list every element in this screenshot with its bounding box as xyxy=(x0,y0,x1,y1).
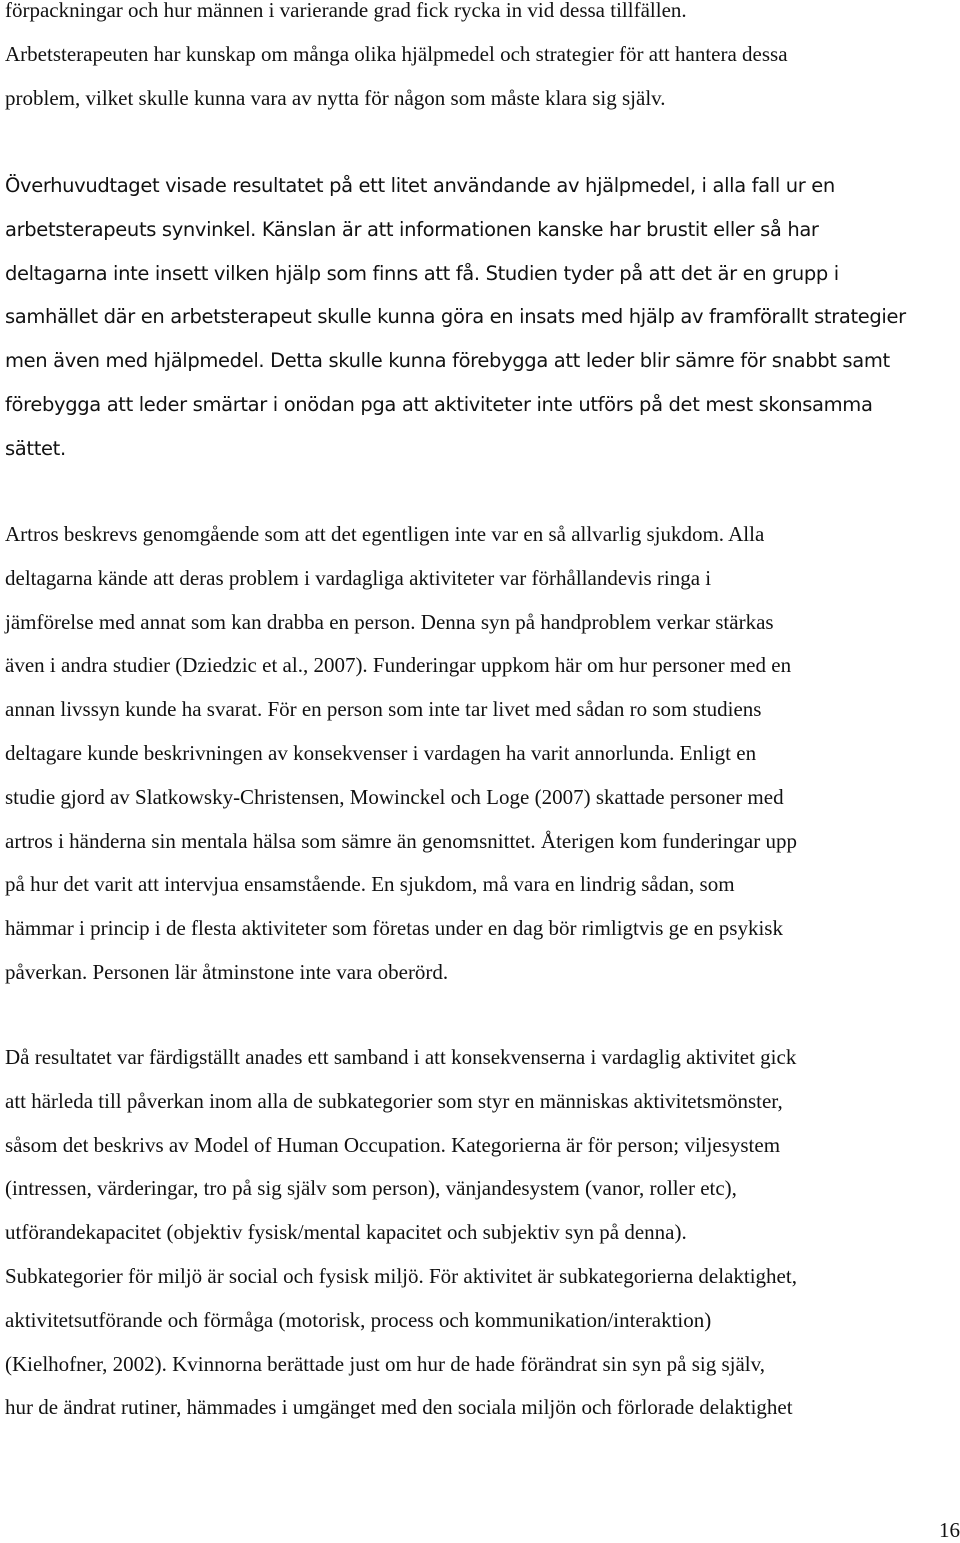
text-line: utförandekapacitet (objektiv fysisk/mental kapacitet och subjektiv syn på denna). xyxy=(5,1220,687,1245)
text-line: arbetsterapeuts synvinkel. Känslan är att informationen kanske har brustit eller så har xyxy=(5,217,819,241)
text-line: jämförelse med annat som kan drabba en person. Denna syn på handproblem verkar stärkas xyxy=(5,609,774,634)
paragraph-1 xyxy=(5,0,960,120)
text-line: Subkategorier för miljö är social och fysisk miljö. För aktivitet är subkategorierna delaktighet, xyxy=(5,1263,797,1288)
text-line: deltagarna kände att deras problem i vardagliga aktiviteter var förhållandevis ringa i xyxy=(5,565,712,590)
page-number: 16 xyxy=(939,1518,960,1542)
text-line: förpackningar och hur männen i varierande grad fick rycka in vid dessa tillfällen. xyxy=(5,0,687,22)
text-line: hämmar i princip i de flesta aktiviteter som företas under en dag bör rimligtvis ge en psykisk xyxy=(5,916,783,941)
text-line: men även med hjälpmedel. Detta skulle kunna förebygga att leder blir sämre för snabbt samt xyxy=(5,349,890,373)
text-line: såsom det beskrivs av Model of Human Occupation. Kategorierna är för person; viljesystem xyxy=(5,1132,781,1157)
text-line: samhället där en arbetsterapeut skulle kunna göra en insats med hjälp av framförallt strategier xyxy=(5,305,906,329)
text-line: på hur det varit att intervjua ensamstående. En sjukdom, må vara en lindrig sådan, som xyxy=(5,872,735,897)
text-line: problem, vilket skulle kunna vara av nytta för någon som måste klara sig själv. xyxy=(5,85,666,110)
text-line: deltagarna inte insett vilken hjälp som finns att få. Studien tyder på att det är en grupp i xyxy=(5,261,839,285)
text-line: studie gjord av Slatkowsky-Christensen, Mowinckel och Loge (2007) skattade personer med xyxy=(5,784,784,809)
text-line: förebygga att leder smärtar i onödan pga att aktiviteter inte utförs på det mest skonsamma xyxy=(5,392,873,416)
text-line: annan livssyn kunde ha svarat. För en person som inte tar livet med sådan ro som studiens xyxy=(5,697,762,722)
text-line: artros i händerna sin mentala hälsa som sämre än genomsnittet. Återigen kom funderingar upp xyxy=(5,828,797,853)
text-line: deltagare kunde beskrivningen av konsekvenser i vardagen ha varit annorlunda. Enligt en xyxy=(5,740,757,765)
paragraph-3 xyxy=(5,513,960,995)
text-line: hur de ändrat rutiner, hämmades i umgänget med den sociala miljön och förlorade delaktighet xyxy=(5,1395,793,1420)
text-line: även i andra studier (Dziedzic et al., 2007). Funderingar uppkom här om hur personer med en xyxy=(5,653,792,678)
text-line: Arbetsterapeuten har kunskap om många olika hjälpmedel och strategier för att hantera dessa xyxy=(5,41,788,66)
text-line: aktivitetsutförande och förmåga (motorisk, process och kommunikation/interaktion) xyxy=(5,1307,712,1332)
text-line: Artros beskrevs genomgående som att det egentligen inte var en så allvarlig sjukdom. Alla xyxy=(5,522,765,546)
paragraph-2 xyxy=(5,164,960,471)
text-line: att härleda till påverkan inom alla de subkategorier som styr en människas aktivitetsmönster, xyxy=(5,1088,783,1113)
text-line: (Kielhofner, 2002). Kvinnorna berättade just om hur de hade förändrat sin syn på sig själv, xyxy=(5,1351,766,1376)
paragraph-4 xyxy=(5,1036,960,1430)
text-line: Överhuvudtaget visade resultatet på ett litet användande av hjälpmedel, i alla fall ur en xyxy=(5,174,835,197)
text-line: påverkan. Personen lär åtminstone inte vara oberörd. xyxy=(5,959,449,984)
text-line: sättet. xyxy=(5,436,66,460)
text-line: Då resultatet var färdigställt anades ett samband i att konsekvenserna i vardaglig aktivitet gick xyxy=(5,1045,797,1069)
text-line: (intressen, värderingar, tro på sig själv som person), vänjandesystem (vanor, roller etc), xyxy=(5,1176,737,1201)
